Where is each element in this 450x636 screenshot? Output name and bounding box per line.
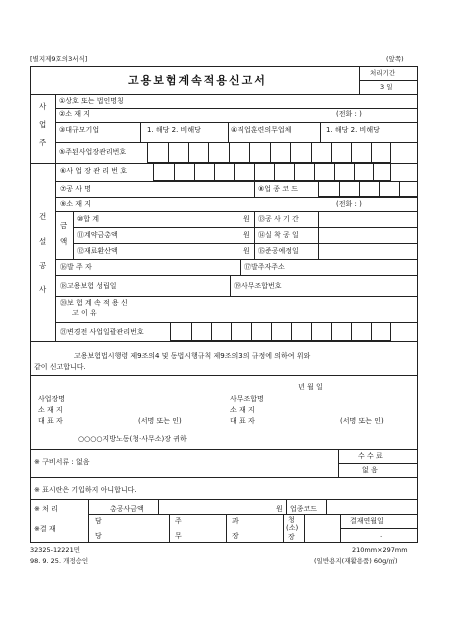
processing-won: 원 <box>276 505 283 513</box>
construction-label-2: 설 <box>39 237 47 246</box>
declaration-date[interactable]: 년 월 일 <box>298 383 323 391</box>
processing-industry-code: 업종코드 <box>290 505 318 513</box>
construction-label-4: 사 <box>39 285 47 294</box>
vocational-training-options[interactable]: 1. 해당 2. 비해당 <box>326 126 380 134</box>
field-total: ⑩합 계 <box>77 215 100 223</box>
period-label: 처리기간 <box>370 69 396 77</box>
required-documents: ※ 구비서류 : 없음 <box>34 458 90 466</box>
approval-chief-1: 청 <box>288 516 295 524</box>
field-project-period: ⑬공 사 기 간 <box>258 215 299 223</box>
approval-staff-1: 담 <box>95 517 102 525</box>
approval-manager-1: 과 <box>232 517 239 525</box>
revision-note: 98. 9. 25. 개정승인 <box>30 557 89 565</box>
field-site-number: ⑥사 업 장 관 리 번 호 <box>60 167 127 175</box>
employer-label-3: 주 <box>39 138 47 147</box>
label-representative: 대 표 자 <box>38 417 63 425</box>
previous-number-boxes[interactable] <box>170 322 391 341</box>
project-phone[interactable]: (전화 : ) <box>336 200 362 208</box>
employer-phone[interactable]: (전화 : ) <box>336 110 362 118</box>
form-code: 32325-12221민 <box>30 546 80 554</box>
total-amount-label: 총공사금액 <box>110 505 144 513</box>
money-label-2: 액 <box>60 237 68 246</box>
processing-label: ※ 처 리 <box>34 505 58 513</box>
field-company-name: ①상호 또는 법인명칭 <box>59 97 124 105</box>
won-1: 원 <box>243 215 250 223</box>
field-completion-date: ⑮준공예정일 <box>258 247 299 255</box>
addressee: ○○○○지방노동(청·사무소)장 귀하 <box>78 435 187 443</box>
approval-officer-2: 무 <box>175 532 182 540</box>
notice-text: ※ 표시란은 기입하지 아니합니다. <box>34 486 137 494</box>
field-client: ⑯발 주 자 <box>60 263 92 271</box>
approval-label: ※결 재 <box>34 525 56 533</box>
label-union-representative: 대 표 자 <box>230 417 255 425</box>
construction-label-3: 공 <box>39 261 47 270</box>
main-site-number-boxes[interactable] <box>147 142 391 163</box>
field-previous-number: ㉑변경전 사업일괄관리번호 <box>60 328 144 336</box>
field-contract-amount: ⑪계약금총액 <box>77 231 118 239</box>
period-value: 3 일 <box>380 83 393 91</box>
field-material-amount: ⑫재료환산액 <box>77 247 118 255</box>
label-site-name: 사업장명 <box>38 395 66 403</box>
large-enterprise-options[interactable]: 1. 해당 2. 비해당 <box>147 126 201 134</box>
label-union-address: 소 재 지 <box>230 406 255 414</box>
field-insurance-date: ⑱고용보험 성립일 <box>60 282 117 290</box>
field-large-enterprise: ③대규모기업 <box>59 126 100 134</box>
form-title: 고용보험계속적용신고서 <box>128 74 267 87</box>
field-continuation-reason: ⑳보 험 계 속 적 용 신 <box>60 299 128 307</box>
field-industry-code: ⑧업 종 코 드 <box>258 185 298 193</box>
approval-chief-3: 장 <box>288 533 295 541</box>
label-union-name: 사무조합명 <box>230 395 264 403</box>
field-employer-address: ②소 재 지 <box>59 110 91 118</box>
field-project-address: ⑨소 재 지 <box>60 200 92 208</box>
employer-label-1: 사 <box>39 102 47 111</box>
side-note: (앞쪽) <box>386 55 404 63</box>
approval-staff-2: 당 <box>95 532 102 540</box>
field-project-name: ⑦공 사 명 <box>60 185 92 193</box>
field-continuation-reason-2: 고 이 유 <box>72 309 97 317</box>
field-main-site-number: ⑤주된사업장관리번호 <box>59 148 127 156</box>
employer-label-2: 업 <box>39 120 47 129</box>
won-3: 원 <box>243 247 250 255</box>
signature-left[interactable]: (서명 또는 인) <box>138 417 182 425</box>
industry-code-boxes[interactable] <box>318 181 418 197</box>
declaration-text-2: 같이 신고합니다. <box>34 363 86 371</box>
paper-size: 210mm×297mm <box>352 546 408 554</box>
field-vocational-training: ④직업훈련의무업체 <box>231 126 292 134</box>
approval-chief-2: (소) <box>286 524 299 532</box>
paper-spec: (일반용지(재활용품) 60g/㎡) <box>314 557 398 565</box>
site-number-boxes[interactable] <box>153 163 391 181</box>
fee-label: 수 수 료 <box>358 452 383 460</box>
signature-right[interactable]: (서명 또는 인) <box>340 417 384 425</box>
won-2: 원 <box>243 231 250 239</box>
approval-officer-1: 주 <box>175 517 182 525</box>
construction-label-1: 건 <box>39 212 47 221</box>
field-client-address: ⑰발주자주소 <box>244 263 285 271</box>
approval-date-label: 결재연월일 <box>350 517 384 525</box>
field-start-date: ⑭실 착 공 일 <box>258 231 299 239</box>
declaration-text-1: 고용보험법시행령 제9조의4 및 동법시행규칙 제9조의3의 규정에 의하여 위와 <box>74 352 311 360</box>
money-label-1: 금 <box>60 221 68 230</box>
form-number: [별지제9호의3서식] <box>30 55 88 63</box>
field-office-union-number: ⑲사무조합번호 <box>234 282 282 290</box>
label-site-address: 소 재 지 <box>38 406 63 414</box>
fee-value: 없 음 <box>362 466 378 474</box>
approval-date-value[interactable]: . <box>380 531 383 539</box>
approval-manager-2: 장 <box>232 532 239 540</box>
